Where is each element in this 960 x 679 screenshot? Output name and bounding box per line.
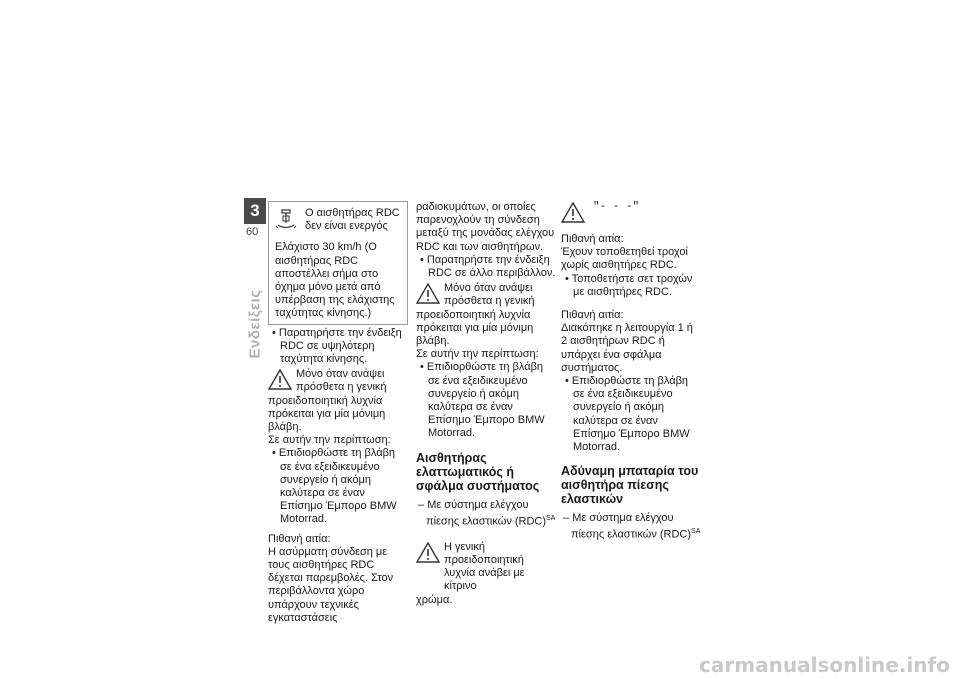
bullet-item: • Επιδιορθώστε τη βλάβη σε ένα εξειδικευμένο συνεργείο ή ακόμη καλύτερα σε έναν Επίσημο Έμπορο BMW Motorrad. [272,447,397,526]
continued-text: ραδιοκυμάτων, οι οποίες παρενοχλούν τη σύνδεση μεταξύ της μονάδας ελέγχου RDC και των αισθητήρων. [416,201,555,253]
warning-line: Η γενική προειδοποιητική [444,540,524,566]
warning-text: προειδοποιητική λυχνία πρόκειται για μία μόνιμη βλάβη. [268,394,386,434]
chapter-title: Ενδείξεις [246,289,264,359]
column-1 [268,201,408,625]
section-heading: Αισθητήρας ελαττωματικός ή σφάλμα συστήματος [416,450,540,493]
cause-text: Η ασύρματη σύνδεση με τους αισθητήρες RDC δέχεται παρεμβολές. Στον περιβάλλοντα χώρο υπάρχουν τεχνικές εγκαταστάσεις [268,545,394,624]
bullet-item: • Επιδιορθώστε τη βλάβη σε ένα εξειδικευμένο συνεργείο ή ακόμη καλύτερα σε έναν Επίσημο Έμπορο BMW Motorrad. [565,375,690,454]
watermark: carmanualsonline.info [699,653,950,677]
warning-triangle-icon [561,202,585,223]
warning-triangle-icon [416,542,440,563]
case-line: Σε αυτήν την περίπτωση: [416,348,539,361]
chapter-number: 3 [244,198,266,224]
cause-label: Πιθανή αιτία: [561,309,624,322]
warning-line: πρόσθετα η γενική [296,381,387,394]
bullet-item: • Επιδιορθώστε τη βλάβη σε ένα εξειδικευμένο συνεργείο ή ακόμη καλύτερα σε έναν Επίσημο Έμπορο BMW Motorrad. [420,361,545,440]
warning-line: Μόνο όταν ανάψει [296,368,385,381]
bullet-item: • Τοποθετήστε σετ τροχών με αισθητήρες RDC. [565,272,693,298]
column-2 [416,201,556,607]
cause-label: Πιθανή αιτία: [268,532,331,545]
cause-label: Πιθανή αιτία: [561,233,624,245]
warning-line: πρόσθετα η γενική [444,295,535,308]
warning-line: λυχνία ανάβει με κίτρινο [444,567,525,593]
warning-note [416,282,556,348]
dash-item: – Με σύστημα ελέγχου πίεσης ελαστικών (RDC)$^{SA}$ [563,512,701,542]
section-heading: Αδύναμη μπαταρία του αισθητήρα πίεσης ελαστικών [561,464,699,507]
info-box-body: Ελάχιστο 30 km/h (Ο αισθητήρας RDC αποστέλλει σήμα στο όχημα μόνο μετά από υπέρβαση της ελάχιστης ταχύτητας κίνησης.) [275,241,395,320]
display-code: "- - -" [593,201,640,213]
bullet-item: • Παρατηρήστε την ένδειξη RDC σε υψηλότερη ταχύτητα κίνησης. [272,326,402,366]
info-box [268,201,408,325]
warning-text: χρώμα. [416,593,453,606]
warning-triangle-icon [416,283,440,304]
bullet-item: • Παρατηρήστε την ένδειξη RDC σε άλλο περιβάλλον. [420,253,556,280]
tire-sensor-icon [275,209,297,231]
warning-triangle-icon [268,369,292,390]
column-3 [561,201,701,542]
warning-note [416,541,556,607]
info-box-title: Ο αισθητήρας RDC δεν είναι ενεργός [305,207,400,233]
warning-note [268,368,408,434]
case-line: Σε αυτήν την περίπτωση: [268,434,391,447]
page-number: 60 [246,226,259,238]
warning-line: Μόνο όταν ανάψει [444,282,533,295]
warning-text: προειδοποιητική λυχνία πρόκειται για μία μόνιμη βλάβη. [416,308,534,348]
dash-item: – Με σύστημα ελέγχου πίεσης ελαστικών (RDC)$^{SA}$ [418,498,556,528]
cause-text: Έχουν τοποθετηθεί τροχοί χωρίς αισθητήρες RDC. [561,246,688,272]
display-indicator [561,201,701,223]
cause-text: Διακόπηκε η λειτουργία 1 ή 2 αισθητήρων RDC ή υπάρχει ένα σφάλμα συστήματος. [561,322,693,374]
